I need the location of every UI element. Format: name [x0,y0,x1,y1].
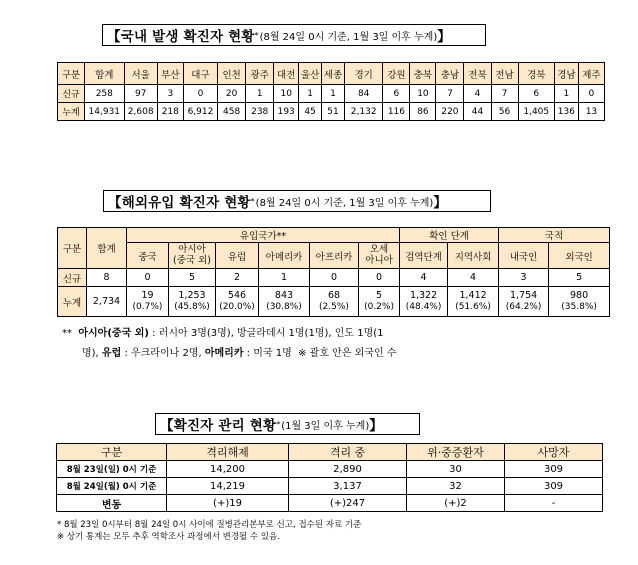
overseas-cum-total: 2,734 [87,287,127,317]
footnote-1: * 8월 23일 0시부터 8월 24일 0시 사이에 질병관리본부로 신고, 접수된 자료 기준 [57,520,362,530]
overseas-cum-value: 1,322 [409,289,438,301]
domestic-subtitle: (8월 24일 0시 기준, 1월 3일 이후 누계) [259,31,438,43]
domestic-cell: 10 [274,85,299,103]
overseas-header-category: 구분 [58,228,87,269]
overseas-new-row [58,269,610,287]
overseas-subtitle: (8월 24일 0시 기준, 1월 3일 이후 누계) [255,197,434,209]
domestic-header-cell: 충북 [410,63,436,85]
management-row [57,478,603,495]
domestic-row [58,85,605,103]
management-header-cell: 위·중증환자 [407,444,505,461]
overseas-subheader-cell: 중국 [127,243,169,269]
domestic-cell: 0 [183,85,217,103]
overseas-cum-cell [127,287,169,317]
domestic-cell: 56 [491,103,518,121]
domestic-cell: 6 [518,85,554,103]
overseas-subheader-cell: 외국인 [549,243,610,269]
domestic-header-cell: 인천 [218,63,246,85]
overseas-subheader-cell: 아시아 (중국 외) [169,243,216,269]
management-cell: 2,890 [289,461,407,478]
management-cell: 14,219 [167,478,289,495]
domestic-cell: 51 [322,103,345,121]
domestic-cell: 7 [491,85,518,103]
management-cell: (+)2 [407,495,505,512]
overseas-cum-value: 843 [274,289,294,301]
note-america-label: 아메리카 [204,348,244,359]
overseas-new-cell: 1 [259,269,310,287]
domestic-cell: 6,912 [183,103,217,121]
management-row [57,461,603,478]
management-header-cell: 격리 중 [289,444,407,461]
overseas-cum-value: 546 [227,289,247,301]
domestic-cell: 116 [383,103,410,121]
overseas-new-cell: 5 [549,269,610,287]
domestic-header-cell: 부산 [157,63,183,85]
overseas-new-cell: 5 [169,269,216,287]
domestic-cell: 193 [274,103,299,121]
domestic-cell: 258 [85,85,125,103]
overseas-cum-pct: (45.8%) [174,301,210,312]
overseas-cum-cell [259,287,310,317]
management-cell: 309 [505,461,603,478]
overseas-cum-cell [549,287,610,317]
overseas-subheader-cell: 오세 아니아 [359,243,400,269]
overseas-cum-value: 1,253 [178,289,206,301]
overseas-cum-value: 68 [327,289,341,301]
domestic-header-cell: 서울 [124,63,157,85]
domestic-header-cell: 구분 [58,63,85,85]
management-table [56,443,603,512]
domestic-title: 【국내 발생 확진자 현황 [107,29,255,45]
overseas-new-cell: 0 [127,269,169,287]
domestic-cell: 44 [464,103,491,121]
overseas-new-total: 8 [87,269,127,287]
domestic-header-cell: 경북 [518,63,554,85]
overseas-table [57,227,610,317]
overseas-cum-pct: (30.8%) [266,301,302,312]
overseas-cum-cell [448,287,499,317]
overseas-cum-value: 19 [141,289,154,301]
domestic-cell: 6 [383,85,410,103]
overseas-note-line1: ** 아시아(중국 외) : 러시아 3명(3명), 방글라데시 1명(1명), 인도 1명(1 [62,328,384,339]
domestic-header-cell: 전남 [491,63,518,85]
overseas-cum-pct: (0.7%) [132,301,163,312]
domestic-table [57,62,605,121]
overseas-cum-value: 5 [376,289,383,301]
domestic-cell: 13 [578,103,604,121]
domestic-header-cell: 대전 [274,63,299,85]
overseas-cum-pct: (2.5%) [319,301,349,312]
domestic-header-cell: 충남 [436,63,464,85]
management-row [57,495,603,512]
overseas-cum-row [58,287,610,317]
domestic-cell: 238 [246,103,274,121]
domestic-cell: 220 [436,103,464,121]
management-cell: (+)247 [289,495,407,512]
domestic-cell: 97 [124,85,157,103]
domestic-cell: 0 [578,85,604,103]
management-subtitle: (1월 3일 이후 누계) [281,420,370,432]
management-cell: 14,200 [167,461,289,478]
management-header-cell: 사망자 [505,444,603,461]
domestic-header-cell: 광주 [246,63,274,85]
domestic-cell: 86 [410,103,436,121]
overseas-subheader-cell: 아프리카 [310,243,359,269]
domestic-header-cell: 제주 [578,63,604,85]
domestic-header-cell: 경남 [554,63,578,85]
management-title: 【확진자 관리 현황 [160,418,277,434]
management-header-cell: 구분 [57,444,167,461]
domestic-header-cell: 대구 [183,63,217,85]
domestic-cell: 4 [464,85,491,103]
overseas-cum-cell [169,287,216,317]
domestic-cell: 218 [157,103,183,121]
management-cell: 32 [407,478,505,495]
overseas-cum-pct: (0.2%) [364,301,394,312]
overseas-cum-value: 980 [570,289,589,301]
overseas-subheader-cell: 내국인 [499,243,549,269]
domestic-title-box: 【국내 발생 확진자 현황 * (8월 24일 0시 기준, 1월 3일 이후 누계) 】 [102,24,486,46]
overseas-cum-pct: (20.0%) [219,301,255,312]
overseas-new-cell: 3 [499,269,549,287]
management-row-label: 8월 23일(일) 0시 기준 [57,461,167,478]
note-asia-label: 아시아(중국 외) [78,328,149,339]
overseas-header-total: 합계 [87,228,127,269]
overseas-cum-label: 누계 [58,287,87,317]
overseas-cum-pct: (48.4%) [405,301,442,312]
domestic-row-label: 누계 [58,103,85,121]
management-cell: (+)19 [167,495,289,512]
management-table-body [57,444,603,512]
overseas-cum-pct: (51.6%) [455,301,491,312]
domestic-cell: 7 [436,85,464,103]
domestic-header-cell: 울산 [299,63,322,85]
overseas-cum-pct: (35.8%) [561,301,597,312]
domestic-row-label: 신규 [58,85,85,103]
domestic-header-cell: 전북 [464,63,491,85]
domestic-cell: 20 [218,85,246,103]
domestic-cell: 2,608 [124,103,157,121]
management-cell: 30 [407,461,505,478]
domestic-header-cell: 강원 [383,63,410,85]
overseas-note-line2: 명), 유럽 : 우크라이나 2명, 아메리카 : 미국 1명 ※ 괄호 안은 외국인 수 [82,348,397,359]
domestic-cell: 2,132 [344,103,382,121]
domestic-cell: 458 [218,103,246,121]
domestic-cell: 84 [344,85,382,103]
domestic-table-body [58,63,605,121]
domestic-cell: 1 [299,85,322,103]
domestic-cell: 1,405 [518,103,554,121]
overseas-header-stage: 확인 단계 [400,228,499,243]
overseas-header-nationality: 국적 [499,228,610,243]
overseas-cum-cell [216,287,259,317]
footnote-2: ※ 상기 통계는 모두 추후 역학조사 과정에서 변경될 수 있음. [57,532,280,542]
domestic-cell: 136 [554,103,578,121]
overseas-new-cell: 4 [400,269,448,287]
overseas-subheader-cell: 검역단계 [400,243,448,269]
overseas-new-cell: 2 [216,269,259,287]
overseas-subheader-cell: 유럽 [216,243,259,269]
domestic-cell: 1 [554,85,578,103]
domestic-cell: 1 [322,85,345,103]
domestic-header-cell: 경기 [344,63,382,85]
overseas-cum-value: 1,412 [459,289,487,301]
domestic-cell: 1 [246,85,274,103]
overseas-cum-cell [400,287,448,317]
domestic-cell: 3 [157,85,183,103]
domestic-cell: 45 [299,103,322,121]
overseas-new-cell: 0 [359,269,400,287]
domestic-header-cell: 세종 [322,63,345,85]
footnotes [57,519,361,543]
overseas-subheader-cell: 지역사회 [448,243,499,269]
management-header-cell: 격리해제 [167,444,289,461]
overseas-cum-cell [359,287,400,317]
management-cell: 3,137 [289,478,407,495]
overseas-cum-value: 1,754 [509,289,538,301]
domestic-cell: 14,931 [85,103,125,121]
management-row-label: 8월 24일(월) 0시 기준 [57,478,167,495]
domestic-cell: 10 [410,85,436,103]
overseas-cum-cell [499,287,549,317]
overseas-note [62,324,396,364]
overseas-title: 【해외유입 확진자 현황 [108,195,251,211]
overseas-header-origin: 유입국가** [127,228,400,243]
note-europe-label: 유럽 [101,348,122,359]
management-title-box: 【확진자 관리 현황 * (1월 3일 이후 누계) 】 [155,413,420,435]
domestic-row [58,103,605,121]
overseas-title-box: 【해외유입 확진자 현황 * (8월 24일 0시 기준, 1월 3일 이후 누계) 】 [103,190,491,212]
management-row-label: 변동 [57,495,167,512]
domestic-header-cell: 합계 [85,63,125,85]
management-cell: 309 [505,478,603,495]
management-cell: - [505,495,603,512]
overseas-cum-pct: (64.2%) [505,301,542,312]
overseas-new-label: 신규 [58,269,87,287]
overseas-new-cell: 0 [310,269,359,287]
overseas-new-cell: 4 [448,269,499,287]
overseas-subheader-cell: 아메리카 [259,243,310,269]
overseas-cum-cell [310,287,359,317]
